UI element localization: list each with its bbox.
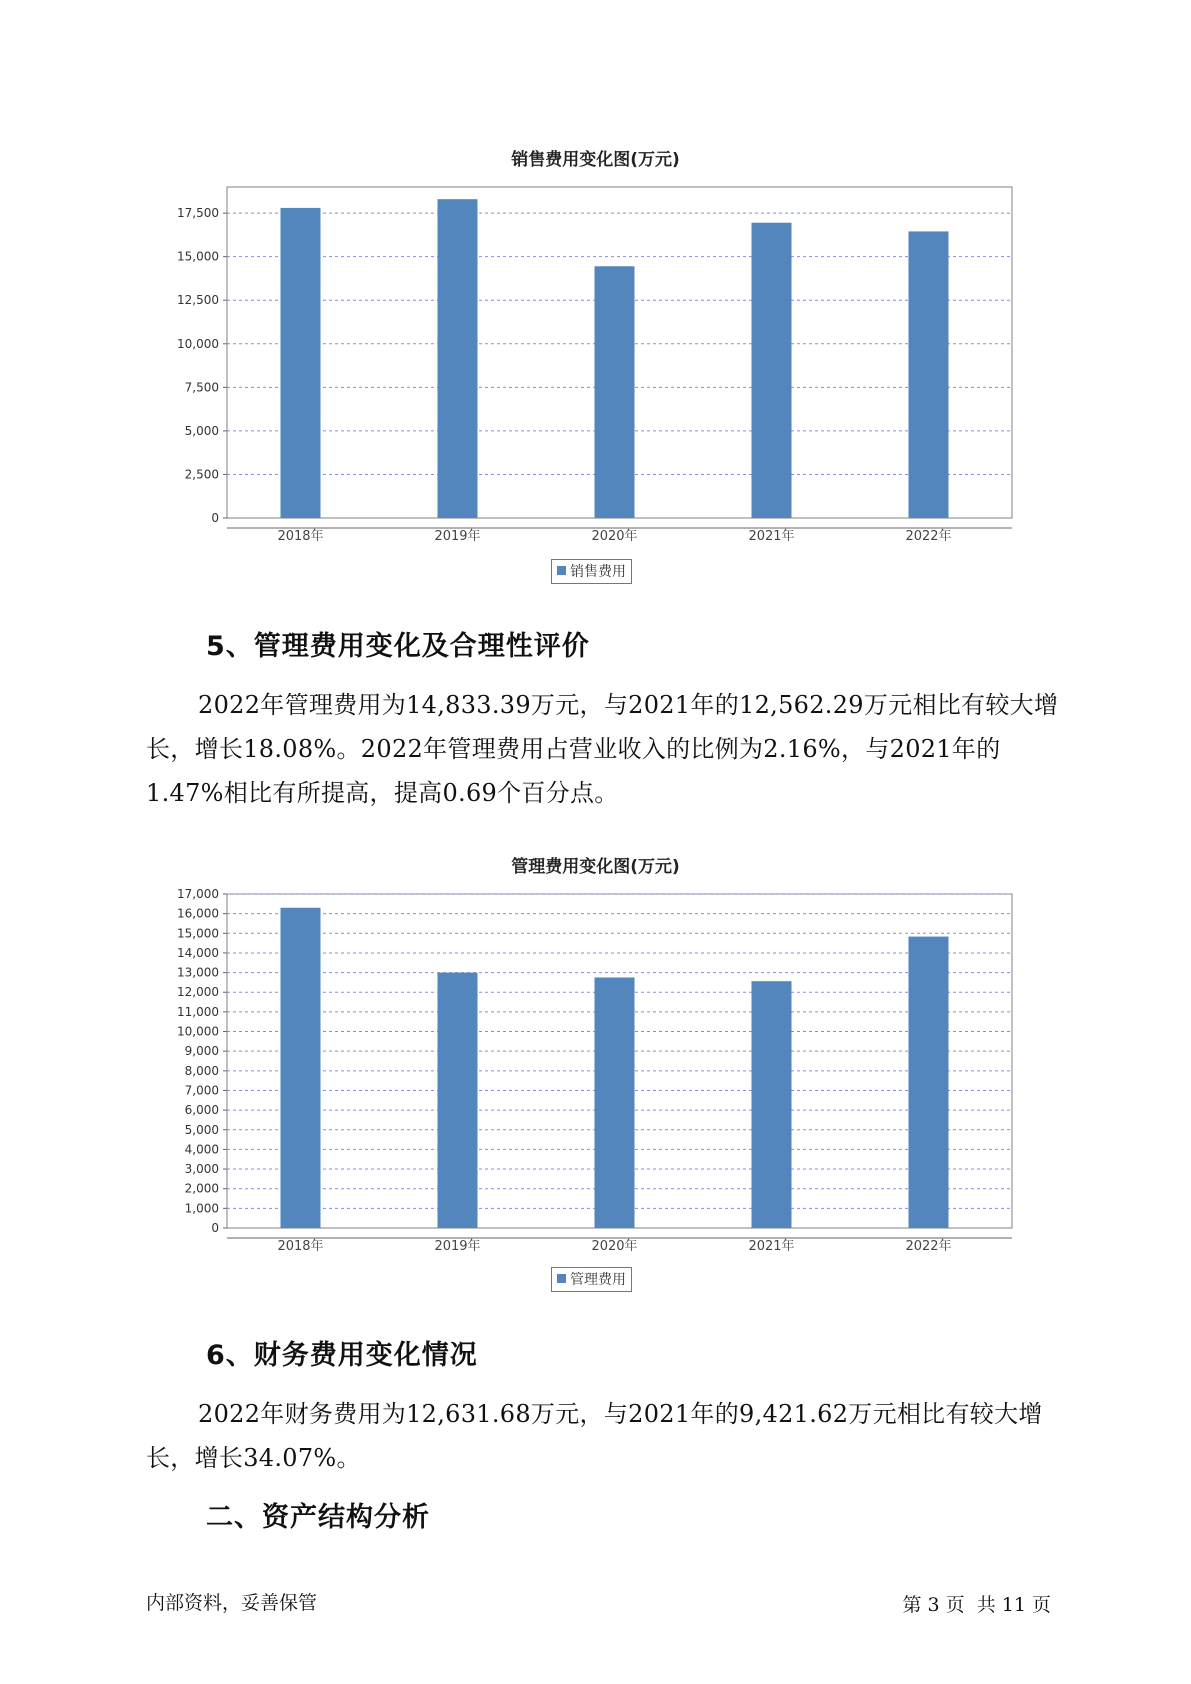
y-tick-label: 10,000: [177, 1024, 219, 1039]
y-tick-label: 1,000: [184, 1201, 219, 1216]
y-tick-label: 17,500: [177, 206, 219, 221]
y-tick-label: 5,000: [184, 1122, 219, 1137]
y-tick-label: 2,500: [184, 467, 219, 482]
x-tick-label: 2018年: [277, 1239, 324, 1254]
bar-2020年: [595, 978, 635, 1229]
finance-expense-heading: 6、财务费用变化情况: [206, 1340, 478, 1371]
bar-2019年: [438, 973, 478, 1228]
y-tick-label: 7,500: [184, 380, 219, 395]
legend-label: 销售费用: [570, 564, 626, 580]
legend-swatch-icon: [557, 1274, 566, 1283]
admin-chart-legend: [551, 1267, 632, 1292]
x-tick-label: 2021年: [748, 529, 795, 544]
admin-expense-paragraph: 2022年管理费用为14,833.39万元，与2021年的12,562.29万元相比有较大增长，增长18.08%。2022年管理费用占营业收入的比例为2.16%，与2021年的1.47%相比有所提高，提高0.69个百分点。: [146, 691, 1059, 807]
finance-expense-paragraph: 2022年财务费用为12,631.68万元，与2021年的9,421.62万元相比有较大增长，增长34.07%。: [146, 1400, 1043, 1472]
y-tick-label: 0: [211, 511, 219, 525]
y-tick-label: 17,000: [177, 887, 219, 901]
y-tick-label: 11,000: [177, 1004, 219, 1019]
y-tick-label: 5,000: [184, 423, 219, 438]
x-tick-label: 2022年: [905, 529, 952, 544]
y-tick-label: 12,000: [177, 985, 219, 1000]
y-tick-label: 8,000: [184, 1063, 219, 1078]
x-tick-label: 2019年: [434, 1239, 481, 1254]
y-tick-label: 6,000: [184, 1103, 219, 1118]
legend-label: 管理费用: [570, 1272, 626, 1288]
y-tick-label: 0: [211, 1221, 219, 1235]
bar-2018年: [281, 908, 321, 1228]
admin-chart-title: 管理费用变化图(万元): [511, 857, 680, 877]
y-tick-label: 10,000: [177, 336, 219, 351]
y-tick-label: 2,000: [184, 1181, 219, 1196]
sales-chart-title: 销售费用变化图(万元): [511, 150, 680, 170]
x-tick-label: 2020年: [591, 1239, 638, 1254]
asset-structure-heading: 二、资产结构分析: [206, 1502, 430, 1533]
y-tick-label: 9,000: [184, 1044, 219, 1059]
bar-2022年: [909, 937, 949, 1228]
y-tick-label: 16,000: [177, 906, 219, 921]
x-tick-label: 2021年: [748, 1239, 795, 1254]
x-tick-label: 2020年: [591, 529, 638, 544]
x-tick-label: 2022年: [905, 1239, 952, 1254]
y-tick-label: 13,000: [177, 965, 219, 980]
x-tick-label: 2019年: [434, 529, 481, 544]
footer-confidential-note: 内部资料，妥善保管: [146, 1592, 318, 1614]
footer-page-number: 第 3 页 共 11 页: [902, 1594, 1051, 1616]
y-tick-label: 3,000: [184, 1162, 219, 1177]
y-tick-label: 7,000: [184, 1083, 219, 1098]
y-tick-label: 15,000: [177, 926, 219, 941]
y-tick-label: 12,500: [177, 293, 219, 308]
admin-expense-heading: 5、管理费用变化及合理性评价: [206, 631, 590, 662]
x-tick-label: 2018年: [277, 529, 324, 544]
y-tick-label: 4,000: [184, 1142, 219, 1157]
y-tick-label: 14,000: [177, 945, 219, 960]
y-tick-label: 15,000: [177, 249, 219, 264]
bar-2021年: [752, 981, 792, 1228]
